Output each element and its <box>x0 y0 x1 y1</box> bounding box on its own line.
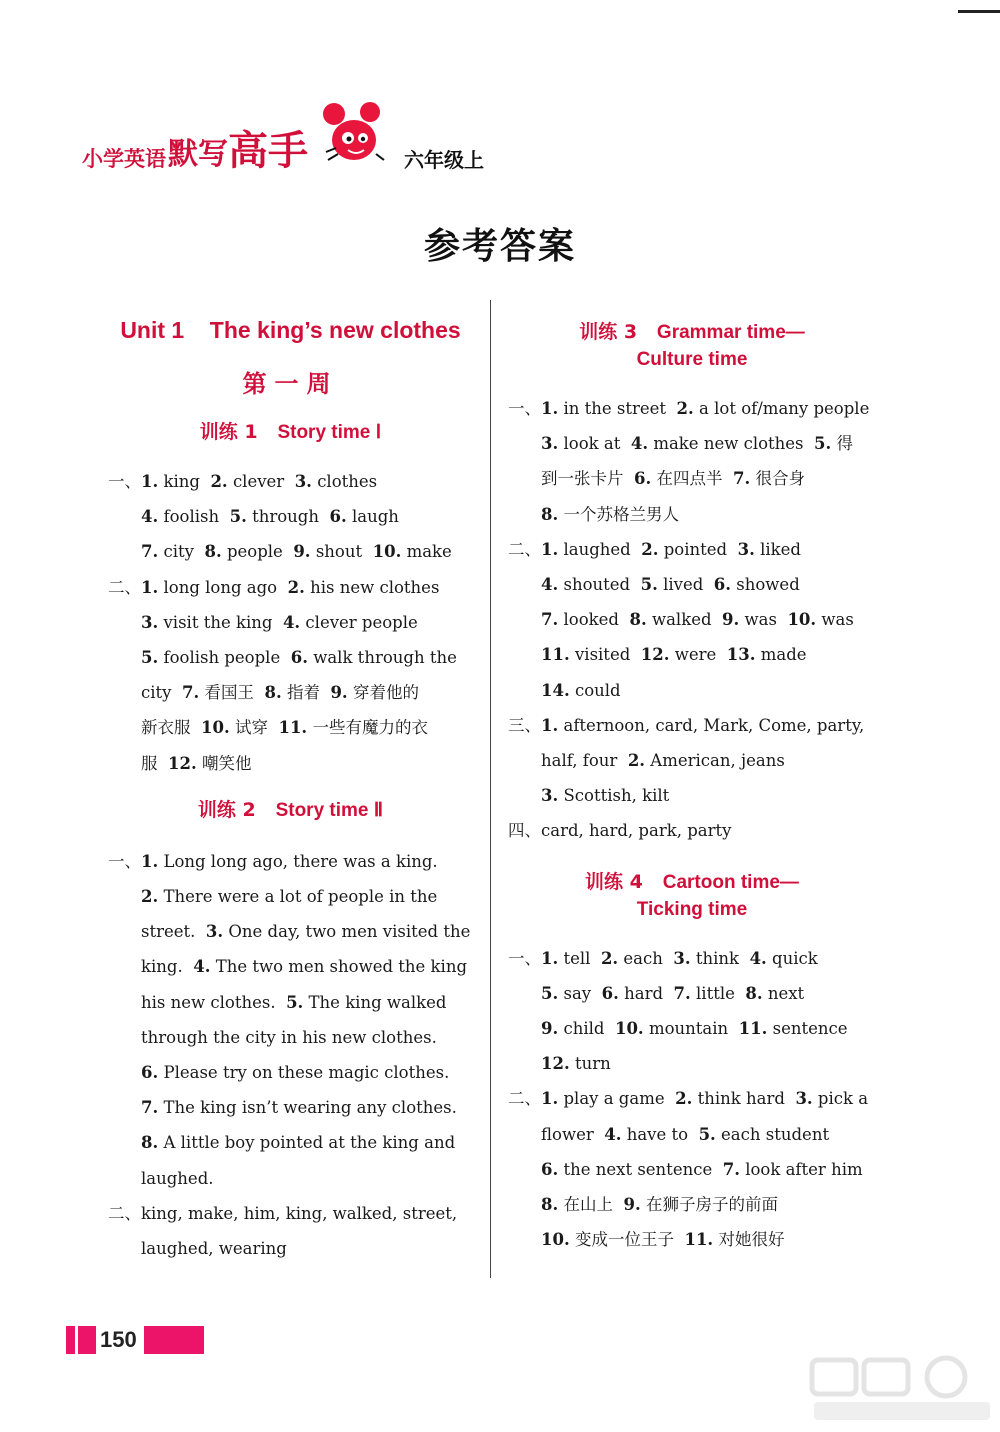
week-heading: 第一周 <box>242 370 339 398</box>
answer-line: laughed, wearing <box>141 1239 287 1259</box>
part-marker: 二、 <box>108 1203 141 1223</box>
section-name: Story time Ⅰ <box>277 422 382 443</box>
section-heading-1 <box>108 419 473 446</box>
section-number: 训练 3 <box>579 321 638 343</box>
part-marker: 一、 <box>108 851 141 871</box>
part-marker: 三、 <box>508 715 541 735</box>
answer-line: 到一张卡片 6. 在四点半 7. 很合身 <box>541 469 805 489</box>
footer-bar-right <box>144 1326 204 1354</box>
answer-line: 二、1. laughed 2. pointed 3. liked <box>508 532 876 567</box>
part-marker: 二、 <box>108 577 141 597</box>
answer-line: 一、1. tell 2. each 3. think 4. quick <box>508 941 876 976</box>
section-name-line2: Culture time <box>636 349 748 370</box>
part-marker: 一、 <box>108 472 141 491</box>
grade-label: 六年级上 <box>404 148 484 172</box>
answer-line: 二、1. long long ago 2. his new clothes <box>108 570 473 605</box>
answer-line: 2. There were a lot of people in the <box>141 887 438 907</box>
answer-line: half, four 2. American, jeans <box>541 751 785 771</box>
answer-line: 二、king, make, him, king, walked, street, <box>108 1196 473 1231</box>
answer-line: 8. 在山上 9. 在狮子房子的前面 <box>541 1195 778 1215</box>
top-edge-rule <box>958 10 1000 13</box>
part-marker: 一、 <box>508 399 541 418</box>
answer-line: laughed. <box>141 1168 214 1188</box>
section-heading-3 <box>508 319 876 346</box>
answer-line: street. 3. One day, two men visited the <box>141 922 471 942</box>
answer-line: 7. The king isn’t wearing any clothes. <box>141 1098 457 1118</box>
page-number: 150 <box>100 1327 137 1352</box>
unit-title: Unit 1 The king’s new clothes <box>120 317 461 343</box>
answer-line: 服 12. 嘲笑他 <box>141 753 252 773</box>
answer-line: 二、1. play a game 2. think hard 3. pick a <box>508 1081 876 1116</box>
left-column <box>108 305 473 1266</box>
answer-line: his new clothes. 5. The king walked <box>141 992 447 1012</box>
answer-line: 5. say 6. hard 7. little 8. next <box>541 983 805 1003</box>
answer-line: 14. could <box>541 680 621 700</box>
footer-bar-left-2 <box>78 1326 96 1354</box>
answer-line: king. 4. The two men showed the king <box>141 957 468 977</box>
column-divider <box>490 300 491 1278</box>
answer-line: 4. shouted 5. lived 6. showed <box>541 575 800 595</box>
answer-line: 11. visited 12. were 13. made <box>541 645 807 665</box>
mascot-icon <box>318 100 390 168</box>
answer-line: 10. 变成一位王子 11. 对她很好 <box>541 1230 785 1250</box>
section-number: 训练 1 <box>199 421 258 443</box>
answer-line: 三、1. afternoon, card, Mark, Come, party, <box>508 708 876 743</box>
right-column <box>508 305 876 1257</box>
section-heading-4 <box>508 869 876 896</box>
section-number: 训练 4 <box>585 870 643 893</box>
answer-line: 6. the next sentence 7. look after him <box>541 1159 863 1179</box>
section-name-line2: Ticking time <box>636 898 748 920</box>
series-name-big: 高手 <box>228 128 308 174</box>
answer-line: flower 4. have to 5. each student <box>541 1124 830 1144</box>
page-title: 参考答案 <box>423 226 576 267</box>
answer-line: 新衣服 10. 试穿 11. 一些有魔力的衣 <box>141 718 428 738</box>
series-name-mid: 默写 <box>168 137 228 172</box>
answer-line: 12. turn <box>541 1054 611 1074</box>
answer-line: 6. Please try on these magic clothes. <box>141 1063 450 1083</box>
answer-line: 8. A little boy pointed at the king and <box>141 1133 456 1153</box>
answer-line: 7. city 8. people 9. shout 10. make <box>141 542 452 562</box>
answer-line: 8. 一个苏格兰男人 <box>541 504 679 524</box>
section-name: Grammar time— <box>656 322 805 343</box>
answer-line: 3. look at 4. make new clothes 5. 得 <box>541 434 854 454</box>
answer-line: 一、1. king 2. clever 3. clothes <box>108 464 473 499</box>
part-marker: 二、 <box>508 1089 541 1109</box>
part-marker: 二、 <box>508 539 541 559</box>
part-marker: 一、 <box>508 948 541 968</box>
answer-line: city 7. 看国王 8. 指着 9. 穿着他的 <box>141 683 419 703</box>
answer-line: 5. foolish people 6. walk through the <box>141 648 457 668</box>
section-name: Cartoon time— <box>662 871 799 893</box>
answer-line: 7. looked 8. walked 9. was 10. was <box>541 610 854 630</box>
series-logo <box>82 128 308 174</box>
answer-line: 一、1. in the street 2. a lot of/many people <box>508 391 876 426</box>
answer-line: 3. visit the king 4. clever people <box>141 612 418 632</box>
part-marker: 四、 <box>508 821 541 841</box>
series-name-small: 小学英语 <box>82 147 166 171</box>
watermark-icon <box>806 1354 996 1424</box>
answer-line: 3. Scottish, kilt <box>541 786 670 806</box>
section-heading-2 <box>108 797 473 824</box>
answer-line: 4. foolish 5. through 6. laugh <box>141 507 399 527</box>
answer-line: 9. child 10. mountain 11. sentence <box>541 1019 848 1039</box>
section-name: Story time Ⅱ <box>275 799 384 821</box>
answer-line: 一、1. Long long ago, there was a king. <box>108 844 473 879</box>
section-number: 训练 2 <box>197 798 256 821</box>
footer-bar-left <box>66 1326 75 1354</box>
answer-line: 四、card, hard, park, party <box>508 813 876 848</box>
answer-line: through the city in his new clothes. <box>141 1027 437 1047</box>
